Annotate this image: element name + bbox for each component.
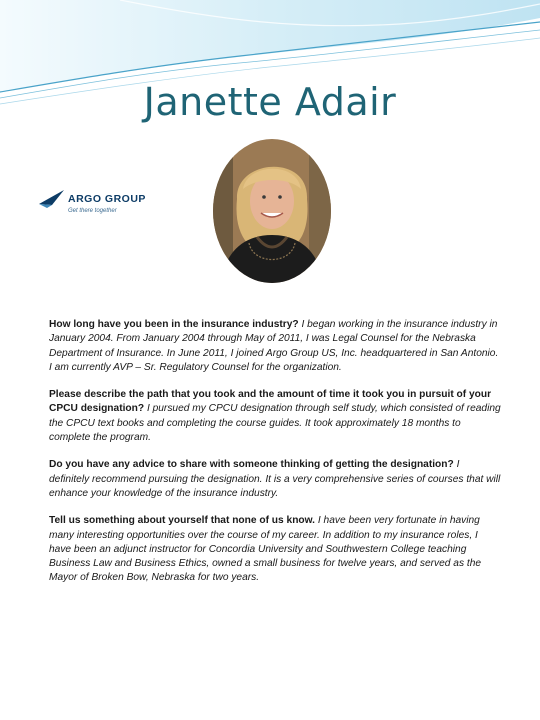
question-text: Do you have any advice to share with someone thinking of getting the designation?: [49, 459, 454, 471]
page-title: Janette Adair: [143, 80, 397, 124]
logo-tagline: Get there together: [68, 208, 117, 214]
portrait-photo: [213, 139, 331, 283]
answer-text: I pursued my CPCU designation through self study, which consisted of reading the CPCU text books and completing the course guides. It took approximately 18 months to complete the program.: [49, 403, 501, 444]
qa-item: [49, 318, 501, 375]
argo-group-logo: [38, 186, 158, 222]
question-text: Please describe the path that you took and the amount of time it took you in pursuit of your CPCU designation?: [49, 389, 492, 415]
argo-arrow-icon: [38, 188, 68, 210]
answer-text: I have been very fortunate in having many interesting opportunities over the course of my career. In addition to my insurance roles, I have been an adjunct instructor for Concordia University and Southwestern College teaching Business Law and Business Ethics, owned a small business for twelve years, and served as the Mayor of Broken Bow, Nebraska for two years.: [49, 515, 482, 584]
question-text: Tell us something about yourself that none of us know.: [49, 515, 316, 527]
answer-text: I began working in the insurance industry in January 2004. From January 2004 through May of 2011, I was Legal Counsel for the Nebraska Department of Insurance. In June 2011, I joined Argo Group US, Inc. headquartered in San Antonio. I am currently AVP – Sr. Regulatory Counsel for the organization.: [49, 319, 499, 373]
question-text: How long have you been in the insurance industry?: [49, 319, 299, 330]
answer-text: I definitely recommend pursuing the designation. It is a very comprehensive series of courses that will enhance your knowledge of the insurance industry.: [49, 459, 501, 499]
logo-name: ARGO GROUP: [68, 193, 146, 205]
qa-item: [49, 514, 501, 585]
qa-item: [49, 458, 501, 501]
interview-content: [49, 318, 501, 599]
qa-item: [49, 388, 501, 445]
